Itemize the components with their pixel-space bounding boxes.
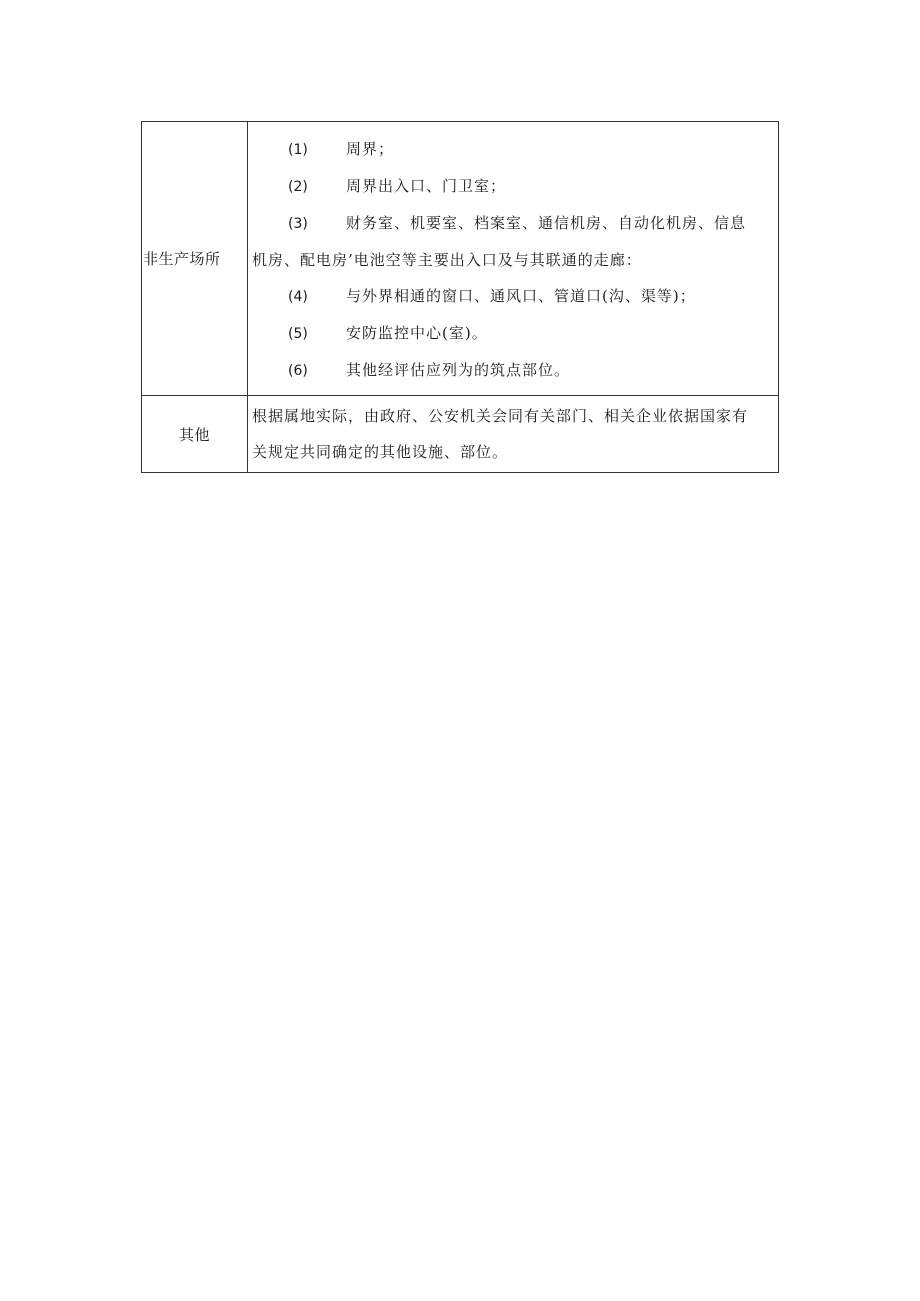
item-text: 周界； xyxy=(346,140,395,158)
paragraph-line: 关规定共同确定的其他设施、部位。 xyxy=(252,443,509,461)
item-number: (4) xyxy=(288,289,308,305)
item-number: (5) xyxy=(288,326,308,342)
list-item xyxy=(252,315,772,352)
list-item xyxy=(252,278,772,315)
item-text: 与外界相通的窗口、通风口、管道口(沟、渠等)； xyxy=(346,287,696,305)
item-text: 周界出入口、门卫室； xyxy=(346,177,507,195)
table-row xyxy=(142,122,779,396)
item-text: 财务室、机要室、档案室、通信机房、自动化机房、信息 xyxy=(346,214,747,232)
row-content-other xyxy=(248,396,779,473)
item-continuation-text: 机房、配电房’电池空等主要出入口及与其联通的走廊： xyxy=(252,251,642,269)
table-row xyxy=(142,396,779,473)
row-label-other: 其他 xyxy=(142,396,248,473)
item-number: (2) xyxy=(288,179,308,195)
paragraph-line: 根据属地实际，由政府、公安机关会同有关部门、相关企业依据国家有 xyxy=(252,407,749,425)
list-item xyxy=(252,205,772,242)
row-content-non-production-sites xyxy=(248,122,779,396)
row-label-non-production-sites: 非生产场所 xyxy=(142,122,248,396)
item-text: 其他经评估应列为的筑点部位。 xyxy=(346,361,571,379)
item-number: (6) xyxy=(288,363,308,379)
item-number: (3) xyxy=(288,216,308,232)
list-item xyxy=(252,352,772,389)
document-table xyxy=(141,121,779,473)
list-item xyxy=(252,131,772,168)
item-text: 安防监控中心(室)。 xyxy=(346,324,488,342)
list-item xyxy=(252,168,772,205)
item-number: (1) xyxy=(288,142,308,158)
